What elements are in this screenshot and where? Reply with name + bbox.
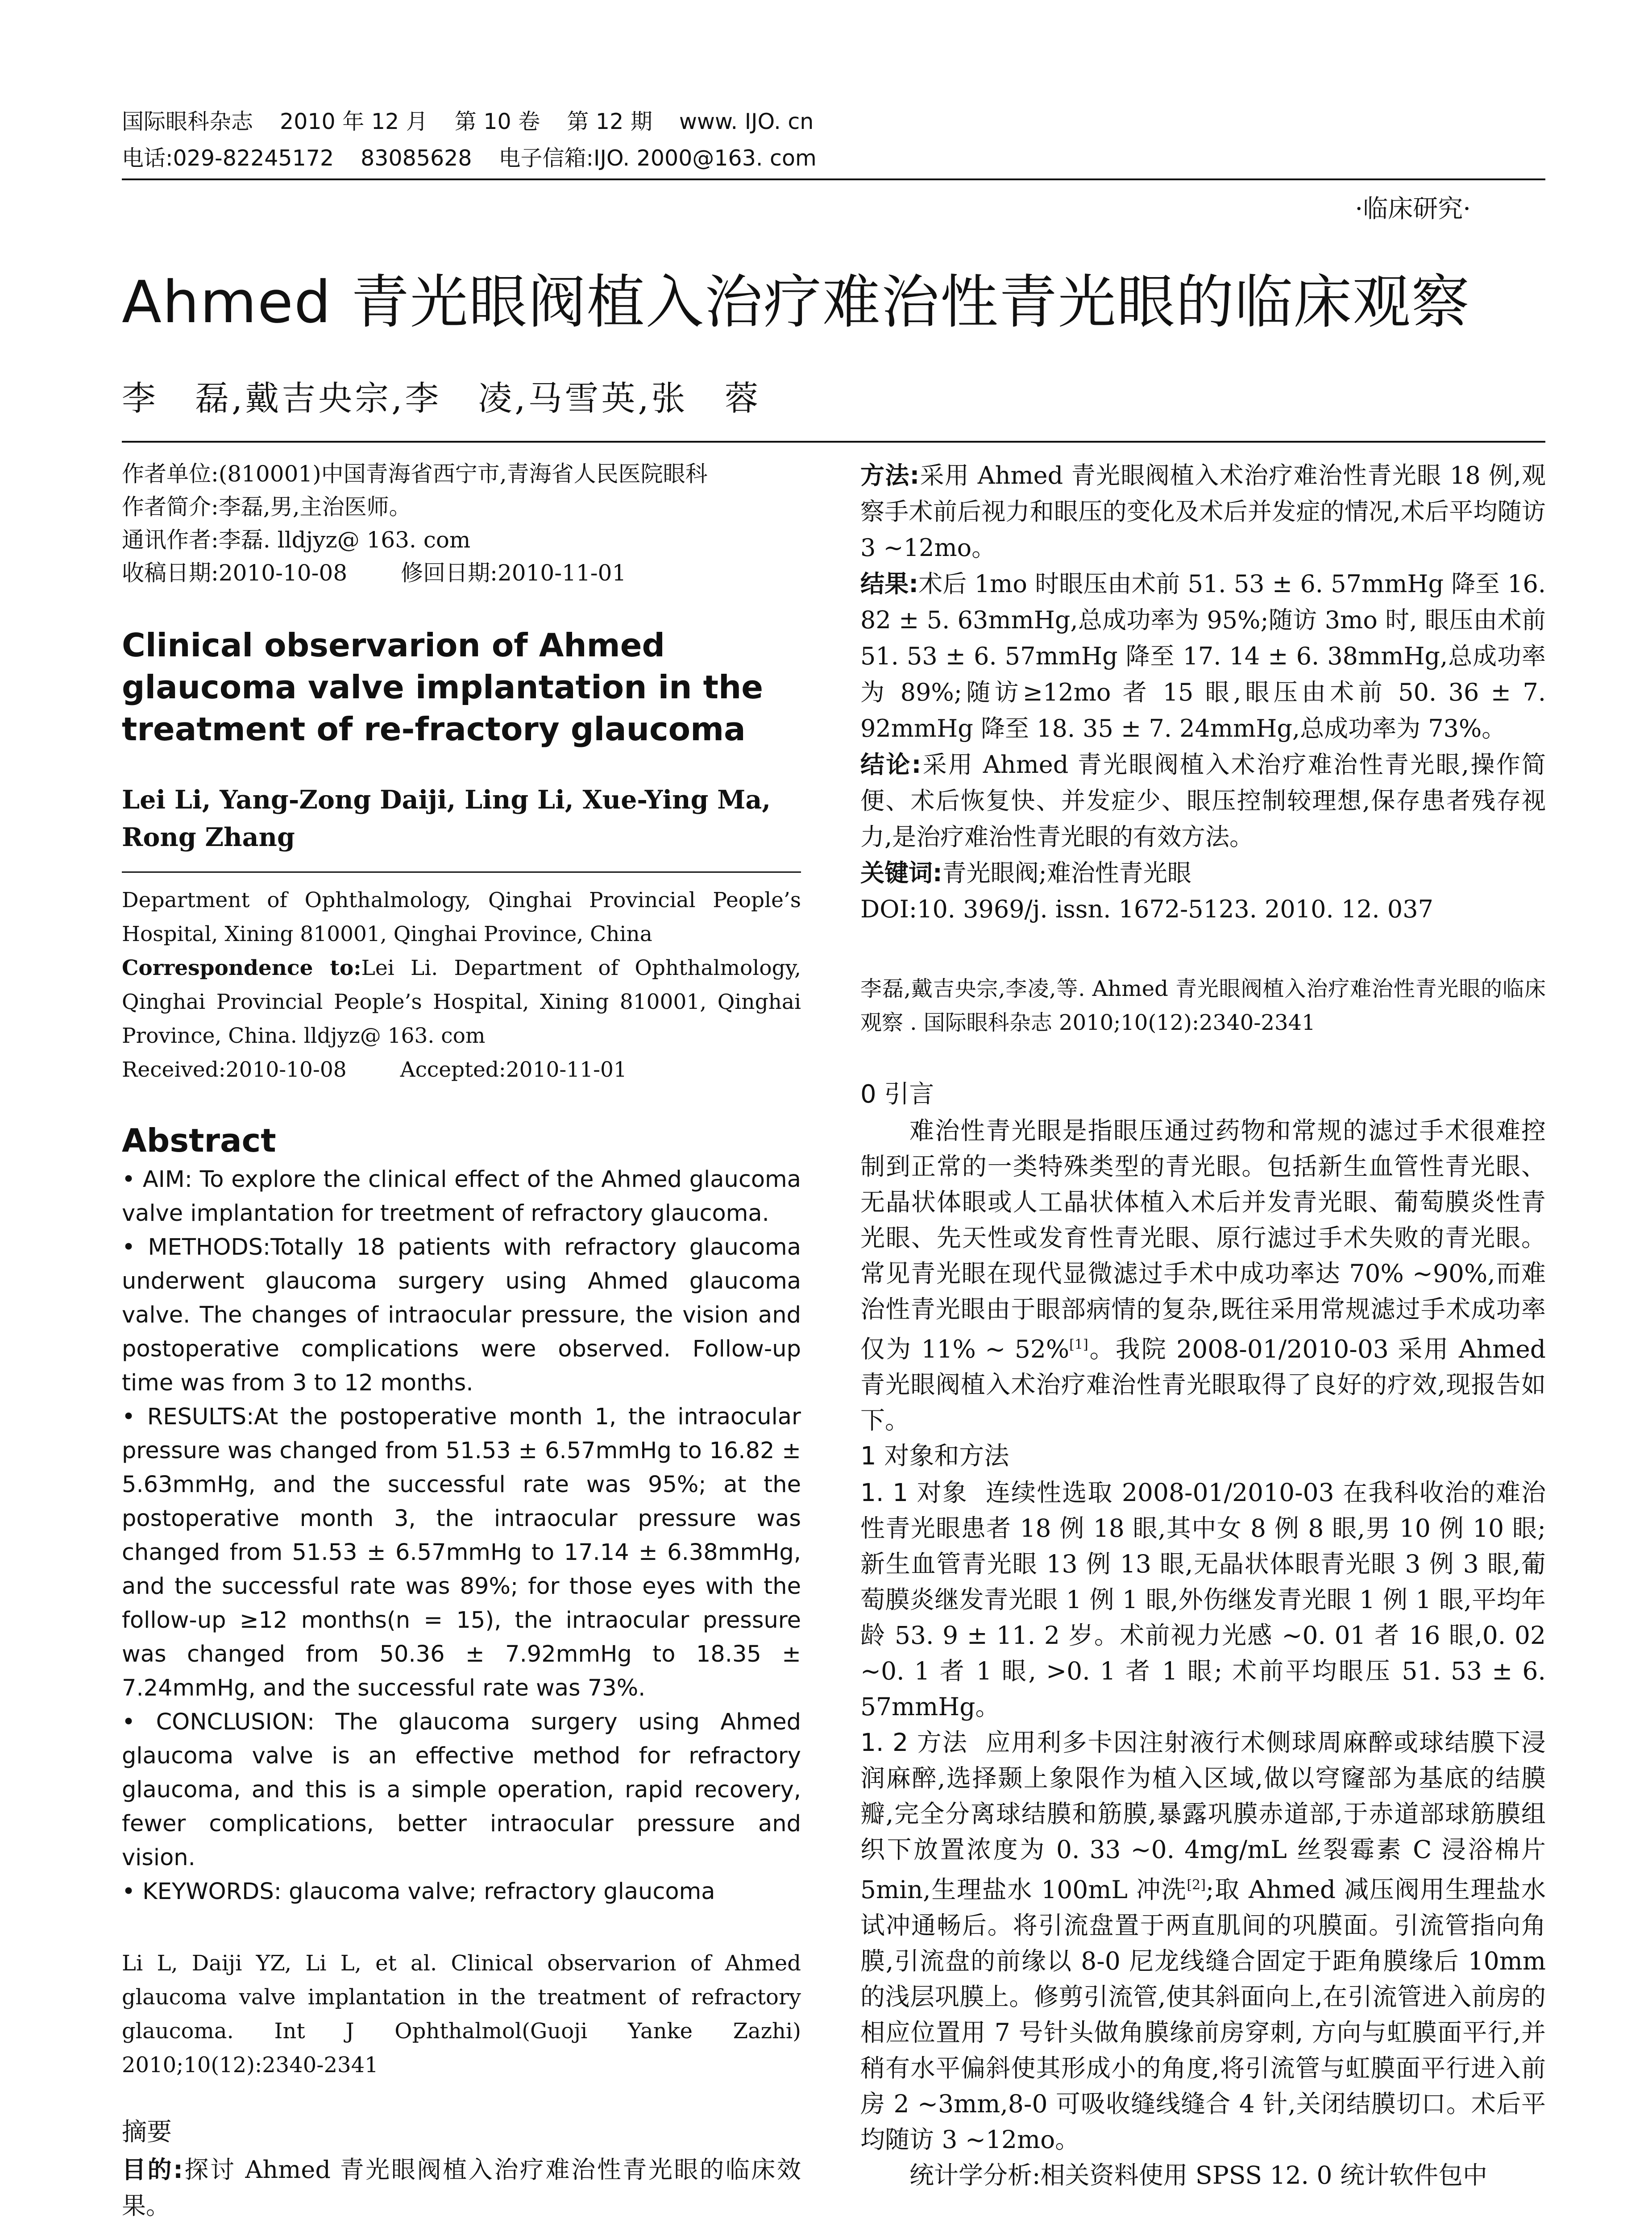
- stats-paragraph: 统计学分析:相关资料使用 SPSS 12. 0 统计软件包中: [909, 2161, 1487, 2190]
- zh-aim: [122, 2152, 801, 2224]
- method-text-2: ;取 Ahmed 减压阀用生理盐水试冲通畅后。将引流盘置于两直肌间的巩膜面。引流管指向角膜,引流盘的前缘以 8-0 尼龙线缝合固定于距角膜缘后 10mm 的浅层巩膜上。修剪引流管,使其斜面向上,在引流管进入前房的相应位置用 7 号针头做角膜缘前房穿刺, 方向与虹膜面平行,并稍有水平偏斜使其形成小的角度,将引流管与虹膜面平行进入前房 2 ~3mm,8-0 可吸收缝线缝合 4 针,关闭结膜切口。术后平均随访 3 ~12mo。: [860, 1875, 1546, 2154]
- zh-conclusion-text: 采用 Ahmed 青光眼阀植入术治疗难治性青光眼,操作简便、术后恢复快、并发症少、眼压控制较理想,保存患者残存视力,是治疗难治性青光眼的有效方法。: [860, 751, 1546, 851]
- citation-zh: 李磊,戴吉央宗,李凌,等. Ahmed 青光眼阀植入治疗难治性青光眼的临床观察 . 国际眼科杂志 2010;10(12):2340-2341: [860, 976, 1546, 1035]
- abstract-heading: Abstract: [122, 1122, 276, 1159]
- author-intro: 作者简介:李磊,男,主治医师。: [122, 494, 411, 520]
- issue: 第 12 期: [567, 109, 652, 134]
- accepted-date-en: Accepted:2010-11-01: [400, 1057, 627, 1082]
- zh-methods-text: 采用 Ahmed 青光眼阀植入术治疗难治性青光眼 18 例,观察手术前后视力和眼压的变化及术后并发症的情况,术后平均随访 3 ~12mo。: [860, 461, 1546, 562]
- intro-heading: 0 引言: [860, 1080, 934, 1109]
- english-title: Clinical observarion of Ahmed glaucoma valve implantation in the treatment of re-fractory glaucoma: [122, 626, 764, 748]
- zh-abstract-heading: 摘要: [122, 2118, 172, 2147]
- title-rule: [122, 441, 1545, 443]
- doi: DOI:10. 3969/j. issn. 1672-5123. 2010. 12. 037: [860, 895, 1433, 923]
- received-date-en: Received:2010-10-08: [122, 1057, 347, 1082]
- article-title: Ahmed 青光眼阀植入治疗难治性青光眼的临床观察: [122, 268, 1470, 336]
- methods-paragraph: [860, 1725, 1546, 2157]
- correspondence: [122, 951, 801, 1053]
- left-column: [122, 457, 801, 2224]
- section-label: ·临床研究·: [1355, 195, 1471, 224]
- received-date-zh: 收稿日期:2010-10-08: [122, 560, 348, 586]
- zh-conclusion-label: 结论:: [860, 751, 921, 779]
- subjects-heading: 1. 1 对象: [860, 1478, 968, 1507]
- authors-zh: 李 磊,戴吉央宗,李 凌,马雪英,张 蓉: [122, 378, 761, 418]
- zh-conclusion: [860, 746, 1546, 855]
- correspondence-label: Correspondence to:: [122, 956, 361, 980]
- intro-text-2: 。我院 2008-01/2010-03 采用 Ahmed 青光眼阀植入术治疗难治性青光眼取得了良好的疗效,现报告如下。: [860, 1335, 1546, 1435]
- methods-heading: 1 对象和方法: [860, 1442, 1009, 1471]
- english-authors: Lei Li, Yang-Zong Daiji, Ling Li, Xue-Ying Ma, Rong Zhang: [122, 785, 771, 852]
- phone: 电话:029-82245172: [122, 145, 334, 171]
- method-heading: 1. 2 方法: [860, 1728, 968, 1757]
- issue-date: 2010 年 12 月: [280, 109, 428, 134]
- revised-date-zh: 修回日期:2010-11-01: [401, 560, 627, 586]
- abstract-keywords: • KEYWORDS: glaucoma valve; refractory glaucoma: [122, 1879, 715, 1905]
- method-text-1: 应用利多卡因注射液行术侧球周麻醉或球结膜下浸润麻醉,选择颞上象限作为植入区域,做以穹窿部为基底的结膜瓣,完全分离球结膜和筋膜,暴露巩膜赤道部,于赤道部球筋膜组织下放置浓度为 0. 33 ~0. 4mg/mL 丝裂霉素 C 浸浴棉片 5min,生理盐水 100mL 冲洗: [860, 1728, 1546, 1904]
- zh-results: [860, 566, 1546, 746]
- ref-2: [2]: [1187, 1877, 1206, 1893]
- zh-keywords: [860, 855, 1546, 891]
- zh-keywords-text: 青光眼阀;难治性青光眼: [942, 859, 1191, 887]
- author-unit: 作者单位:(810001)中国青海省西宁市,青海省人民医院眼科: [122, 461, 708, 487]
- zh-methods: [860, 457, 1546, 566]
- volume: 第 10 卷: [454, 109, 540, 134]
- abstract-aim: • AIM: To explore the clinical effect of the Ahmed glaucoma valve implantation for treetment of refractory glaucoma.: [122, 1166, 801, 1227]
- ref-1: [1]: [1069, 1337, 1088, 1352]
- phone2: 83085628: [361, 145, 472, 171]
- abstract-conclusion: • CONCLUSION: The glaucoma surgery using Ahmed glaucoma valve is an effective method for refractory glaucoma, and this is a simple operation, rapid recovery, fewer complications, better intraocular pressure and vision.: [122, 1709, 801, 1871]
- zh-aim-label: 目的:: [122, 2156, 183, 2184]
- correspondence-text: Lei Li. Department of Ophthalmology, Qinghai Provincial People’s Hospital, Xining 810001, Qinghai Province, China. lldjyz@ 163. com: [122, 956, 801, 1048]
- journal-name: 国际眼科杂志: [122, 109, 253, 134]
- abstract-methods: • METHODS:Totally 18 patients with refractory glaucoma underwent glaucoma surgery using Ahmed glaucoma valve. The changes of intraocular pressure, the vision and postoperative complications were observed. Follow-up time was from 3 to 12 months.: [122, 1234, 801, 1396]
- abstract-results: • RESULTS:At the postoperative month 1, the intraocular pressure was changed from 51.53 ± 6.57mmHg to 16.82 ± 5.63mmHg, and the successful rate was 95%; at the postoperative month 3, the intraocular pressure was changed from 51.53 ± 6.57mmHg to 17.14 ± 6.38mmHg, and the successful rate was 89%; for those eyes with the follow-up ≥12 months(n = 15), the intraocular pressure was changed from 50.36 ± 7.92mmHg to 18.35 ± 7.24mmHg, and the successful rate was 73%.: [122, 1404, 801, 1701]
- header-rule: [122, 178, 1545, 180]
- dates-zh: [122, 556, 801, 589]
- affiliation: [122, 883, 801, 1087]
- zh-results-text: 术后 1mo 时眼压由术前 51. 53 ± 6. 57mmHg 降至 16. 82 ± 5. 63mmHg,总成功率为 95%;随访 3mo 时, 眼压由术前 51. 53 ± 6. 57mmHg 降至 17. 14 ± 6. 38mmHg,总成功率为 89%;随访≥12mo 者 15 眼,眼压由术前 50. 36 ± 7. 92mmHg 降至 18. 35 ± 7. 24mmHg,总成功率为 73%。: [860, 570, 1546, 742]
- department: Department of Ophthalmology, Qinghai Provincial People’s Hospital, Xining 810001, Qinghai Province, China: [122, 888, 801, 946]
- affiliation-rule: [122, 871, 801, 873]
- journal-header-line1: [122, 105, 840, 138]
- zh-methods-label: 方法:: [860, 461, 920, 489]
- subjects-text: 连续性选取 2008-01/2010-03 在我科收治的难治性青光眼患者 18 例 18 眼,其中女 8 例 8 眼,男 10 例 10 眼;新生血管青光眼 13 例 13 眼,无晶状体眼青光眼 3 例 3 眼,葡萄膜炎继发青光眼 1 例 1 眼,外伤继发青光眼 1 例 1 眼,平均年龄 53. 9 ± 11. 2 岁。术前视力光感 ~0. 01 者 16 眼,0. 02 ~0. 1 者 1 眼, >0. 1 者 1 眼; 术前平均眼压 51. 53 ± 6. 57mmHg。: [860, 1478, 1546, 1721]
- dates-en: [122, 1053, 801, 1087]
- citation-en: Li L, Daiji YZ, Li L, et al. Clinical observarion of Ahmed glaucoma valve implantation in the treatment of refractory glaucoma. Int J Ophthalmol(Guoji Yanke Zazhi) 2010;10(12):2340-2341: [122, 1951, 801, 2078]
- right-column: [860, 457, 1546, 2193]
- email: 电子信箱:IJO. 2000@163. com: [498, 145, 817, 171]
- zh-keywords-label: 关键词:: [860, 859, 942, 887]
- website: www. IJO. cn: [679, 109, 814, 134]
- corresponding-author: 通讯作者:李磊. lldjyz@ 163. com: [122, 527, 471, 553]
- zh-aim-text: 探讨 Ahmed 青光眼阀植入治疗难治性青光眼的临床效果。: [122, 2156, 801, 2220]
- intro-paragraph: [860, 1113, 1546, 1438]
- intro-text-1: 难治性青光眼是指眼压通过药物和常规的滤过手术很难控制到正常的一类特殊类型的青光眼。包括新生血管性青光眼、无晶状体眼或人工晶状体植入术后并发青光眼、葡萄膜炎性青光眼、先天性或发育性青光眼、原行滤过手术失败的青光眼。常见青光眼在现代显微滤过手术中成功率达 70% ~90%,而难治性青光眼由于眼部病情的复杂,既往采用常规滤过手术成功率仅为 11% ~ 52%: [860, 1116, 1546, 1364]
- journal-header-line2: [122, 142, 843, 175]
- subjects-paragraph: [860, 1475, 1546, 1725]
- zh-results-label: 结果:: [860, 570, 918, 598]
